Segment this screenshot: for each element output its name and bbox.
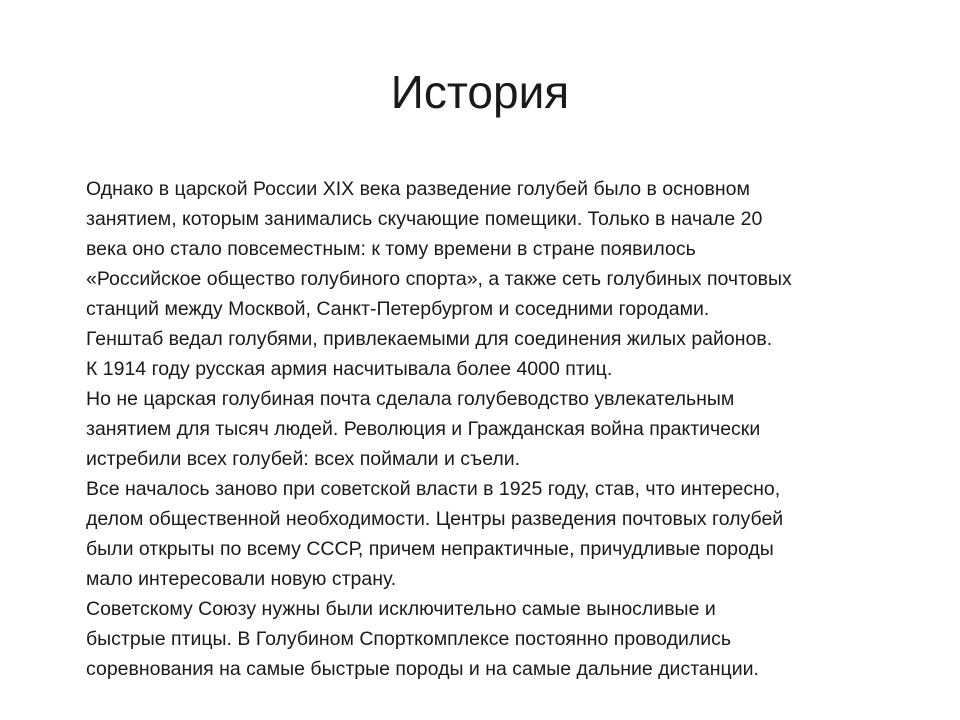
text-line: станций между Москвой, Санкт-Петербургом и соседними городами. — [86, 298, 710, 320]
text-line: быстрые птицы. В Голубином Спорткомплексе постоянно проводились — [86, 628, 732, 650]
text-line: делом общественной необходимости. Центры разведения почтовых голубей — [86, 508, 784, 530]
text-line: К 1914 году русская армия насчитывала более 4000 птиц. — [86, 358, 613, 380]
text-line: были открыты по всему СССР, причем непрактичные, причудливые породы — [86, 538, 774, 560]
text-line: истребили всех голубей: всех поймали и съели. — [86, 448, 521, 470]
text-line: соревнования на самые быстрые породы и на самые дальние дистанции. — [86, 658, 759, 680]
text-line: занятием, которым занимались скучающие помещики. Только в начале 20 — [86, 208, 763, 230]
text-line: Советскому Союзу нужны были исключительно самые выносливые и — [86, 598, 716, 620]
paragraph-1 — [59, 174, 891, 324]
text-line: занятием для тысяч людей. Революция и Гражданская война практически — [86, 418, 761, 440]
text-line: «Российское общество голубиного спорта», а также сеть голубиных почтовых — [86, 268, 792, 290]
text-line: Однако в царской России XIX века разведение голубей было в основном — [86, 178, 750, 200]
text-line: века оно стало повсеместным: к тому времени в стране появилось — [86, 238, 696, 260]
text-line: мало интересовали новую страну. — [86, 568, 397, 590]
text-line: Но не царская голубиная почта сделала голубеводство увлекательным — [86, 388, 735, 410]
text-line: Все началось заново при советской власти в 1925 году, став, что интересно, — [86, 478, 781, 500]
paragraph-2 — [59, 324, 891, 384]
paragraph-5 — [59, 594, 891, 684]
paragraph-3 — [59, 384, 891, 474]
paragraph-4 — [59, 474, 891, 594]
text-line: Генштаб ведал голубями, привлекаемыми для соединения жилых районов. — [86, 328, 773, 350]
slide-title: История — [390, 66, 570, 118]
slide-body — [59, 174, 891, 684]
